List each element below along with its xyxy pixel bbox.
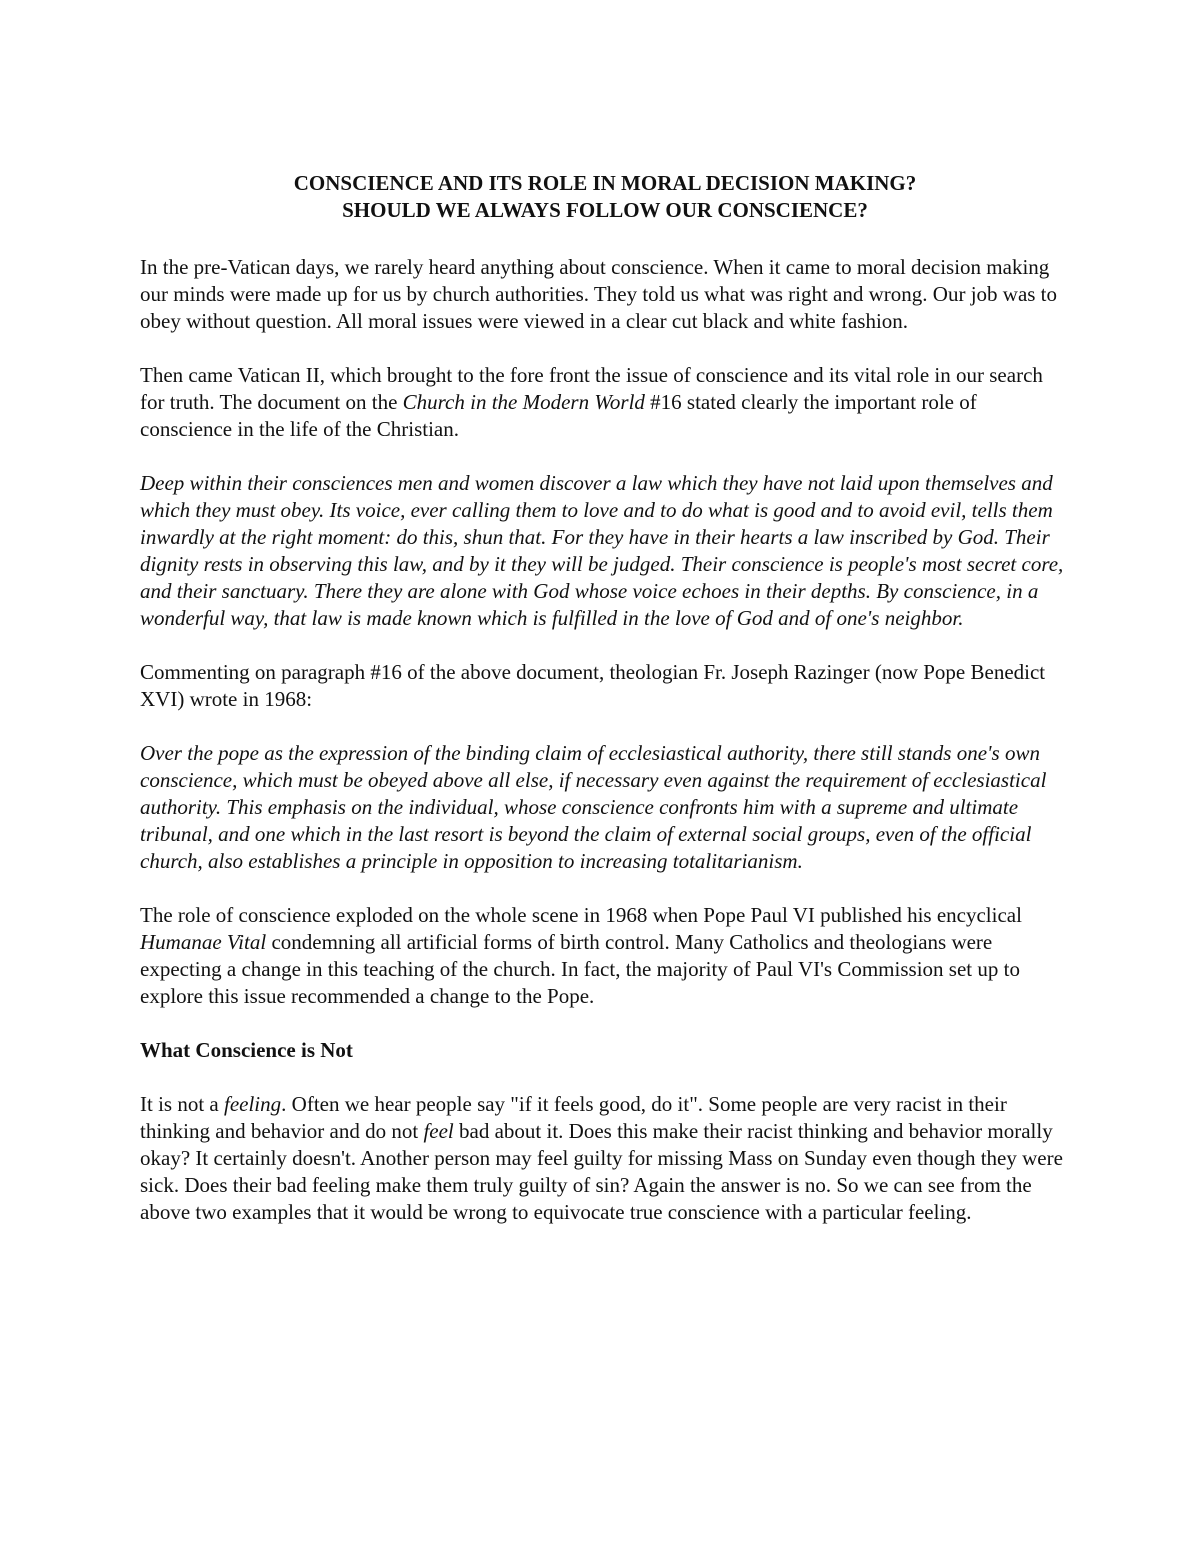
section-heading-what-conscience-is-not: What Conscience is Not <box>140 1038 353 1062</box>
paragraph-humanae-vitae <box>140 902 1070 1010</box>
title-line-2: SHOULD WE ALWAYS FOLLOW OUR CONSCIENCE? <box>342 198 868 222</box>
emphasis-feeling: feeling <box>224 1092 282 1116</box>
paragraph-humanae-vitae-text-a: The role of conscience exploded on the whole scene in 1968 when Pope Paul VI published his encyclical <box>140 903 1022 927</box>
paragraph-not-a-feeling <box>140 1091 1070 1226</box>
paragraph-pre-vatican: In the pre-Vatican days, we rarely heard anything about conscience. When it came to moral decision making our minds were made up for us by church authorities. They told us what was right and wrong. Our job was to obey without question. All moral issues were viewed in a clear cut black and white fashion. <box>140 255 1058 333</box>
paragraph-vatican-ii-text-a: Then came Vatican II, which brought to the fore front the issue of conscience and its vital role in our search for truth. The document on the <box>140 363 1043 414</box>
paragraph-vatican-ii-text-b: #16 stated clearly the important role of conscience in the life of the Christian. <box>140 390 977 441</box>
paragraph-not-a-feeling-text-c: bad about it. Does this make their racist thinking and behavior morally okay? It certainly doesn't. Another person may feel guilty for missing Mass on Sunday even though they were sick. Does their bad feeling make them truly guilty of sin? Again the answer is no. So we can see from the above two examples that it would be wrong to equivocate true conscience with a particular feeling. <box>140 1119 1063 1224</box>
document-title <box>140 170 1070 224</box>
quote-gaudium-et-spes: Deep within their consciences men and women discover a law which they have not laid upon themselves and which they must obey. Its voice, ever calling them to love and to do what is good and to avoid evil, tells them inwardly at the right moment: do this, shun that. For they have in their hearts a law inscribed by God. Their dignity rests in observing this law, and by it they will be judged. Their conscience is people's most secret core, and their sanctuary. There they are alone with God whose voice echoes in their depths. By conscience, in a wonderful way, that law is made known which is fulfilled in the love of God and of one's neighbor. <box>140 471 1064 630</box>
paragraph-humanae-vitae-text-b: condemning all artificial forms of birth control. Many Catholics and theologians were expecting a change in this teaching of the church. In fact, the majority of Paul VI's Commission set up to explore this issue recommended a change to the Pope. <box>140 930 1020 1008</box>
emphasis-feel: feel <box>423 1119 454 1143</box>
document-title-reference: Church in the Modern World <box>402 390 645 414</box>
paragraph-vatican-ii <box>140 362 1070 443</box>
paragraph-not-a-feeling-text-a: It is not a <box>140 1092 224 1116</box>
paragraph-not-a-feeling-text-b: . Often we hear people say "if it feels good, do it". Some people are very racist in their thinking and behavior and do not <box>140 1092 1007 1143</box>
quote-razinger: Over the pope as the expression of the binding claim of ecclesiastical authority, there still stands one's own conscience, which must be obeyed above all else, if necessary even against the requirement of ecclesiastical authority. This emphasis on the individual, whose conscience confronts him with a supreme and ultimate tribunal, and one which in the last resort is beyond the claim of external social groups, even of the official church, also establishes a principle in opposition to increasing totalitarianism. <box>140 741 1047 873</box>
encyclical-title-reference: Humanae Vital <box>140 930 267 954</box>
document-page <box>140 170 1070 1253</box>
paragraph-razinger-intro: Commenting on paragraph #16 of the above document, theologian Fr. Joseph Razinger (now Pope Benedict XVI) wrote in 1968: <box>140 660 1046 711</box>
title-line-1: CONSCIENCE AND ITS ROLE IN MORAL DECISION MAKING? <box>293 171 917 195</box>
